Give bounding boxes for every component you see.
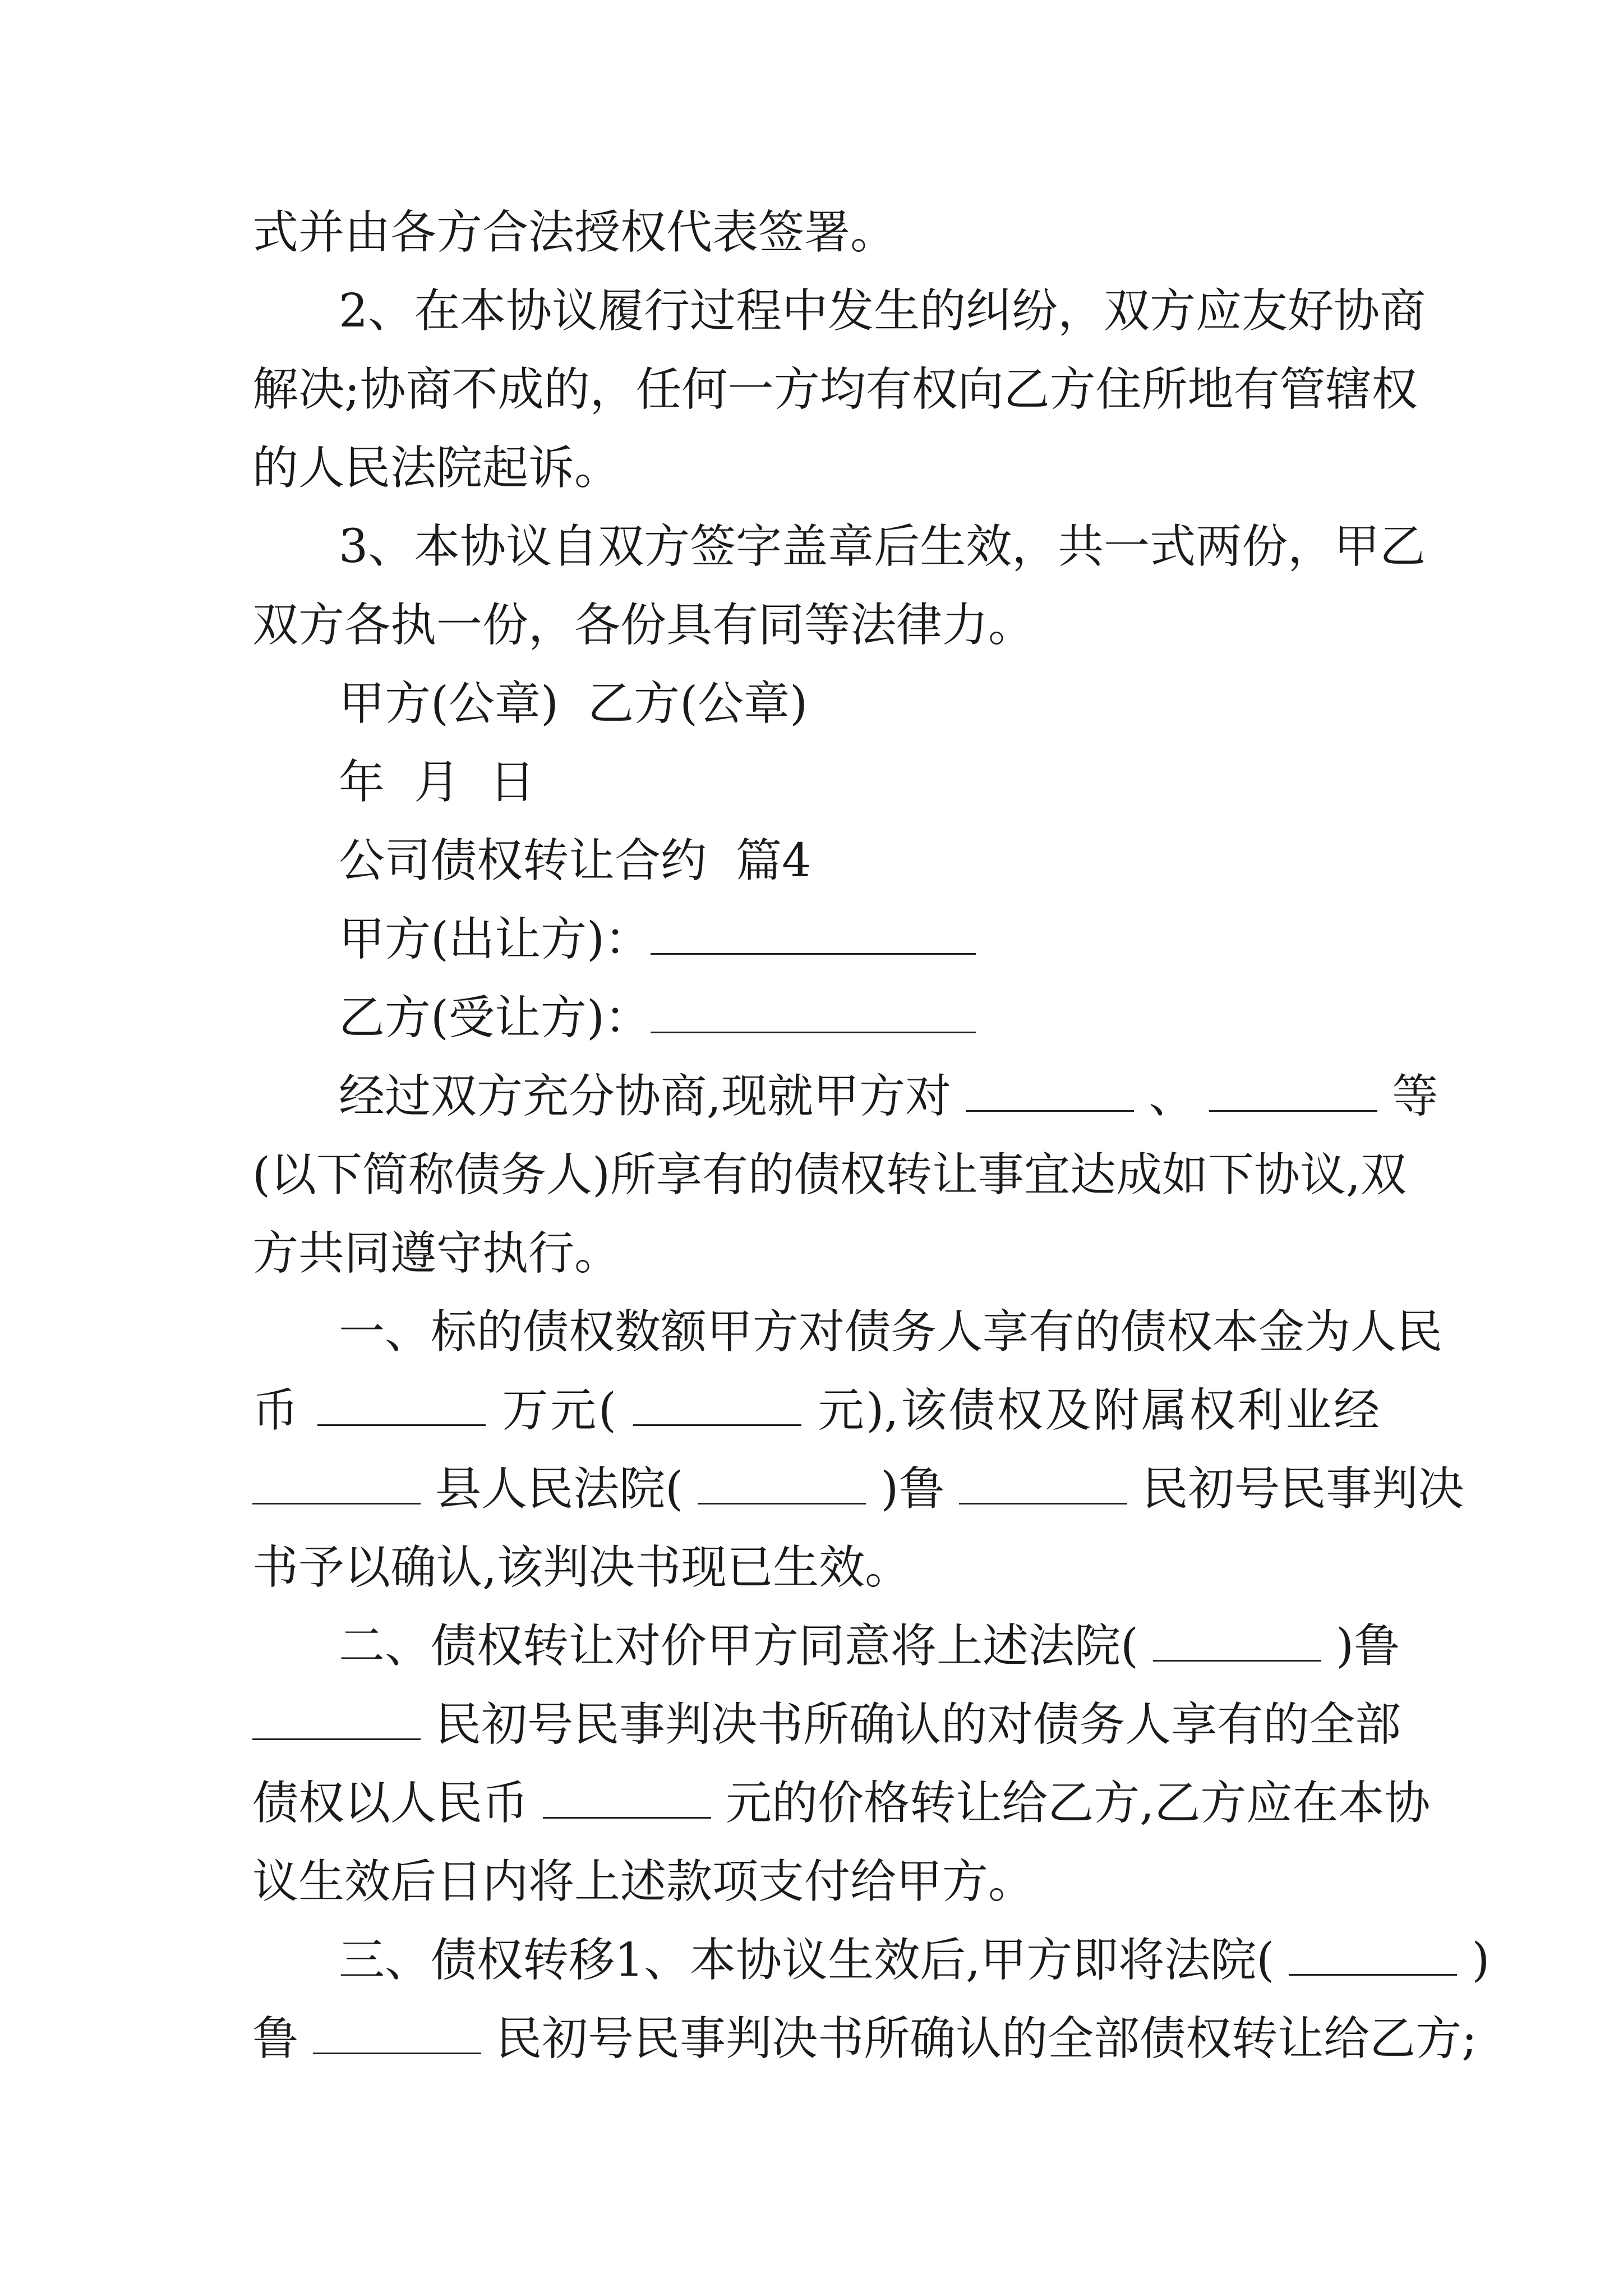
text-segment: 元),该债权及附属权利业经 — [818, 1384, 1380, 1437]
text-line: 2、在本协议履行过程中发生的纠纷，双方应友好协商 — [339, 284, 1426, 338]
fill-blank[interactable] — [543, 1812, 711, 1819]
text-line — [252, 1372, 1380, 1450]
text-segment: 万元( — [502, 1384, 616, 1437]
text-line — [252, 1450, 1464, 1529]
party-b-label: 乙方(受让方)： — [339, 991, 651, 1045]
text-line: 方共同遵守执行。 — [252, 1227, 621, 1280]
text-segment: )鲁 — [880, 1462, 945, 1516]
text-line — [339, 1057, 1438, 1136]
fill-blank[interactable] — [1289, 1970, 1457, 1976]
text-segment: )鲁 — [1336, 1619, 1400, 1673]
party-a-line — [339, 900, 1380, 979]
text-segment: 二、债权转让对价甲方同意将上述法院( — [339, 1619, 1138, 1673]
party-a-label: 甲方(出让方)： — [339, 913, 651, 966]
text-segment: 经过双方充分协商,现就甲方对 — [339, 1070, 952, 1123]
text-line — [252, 1764, 1431, 1843]
fill-blank[interactable] — [698, 1498, 866, 1504]
text-segment: 债权以人民币 — [252, 1777, 529, 1830]
text-line: 一、标的债权数额甲方对债务人享有的债权本金为人民 — [339, 1305, 1443, 1359]
text-line — [339, 1921, 1490, 2000]
text-line: 议生效后日内将上述款项支付给甲方。 — [252, 1855, 1035, 1908]
fill-blank[interactable] — [317, 1420, 486, 1426]
section-heading: 公司债权转让合约 篇4 — [339, 834, 811, 887]
party-b-blank[interactable] — [651, 1027, 976, 1033]
text-segment: 县人民法院( — [435, 1462, 684, 1516]
text-line: 双方各执一份，各份具有同等法律力。 — [252, 599, 1035, 652]
text-segment: 三、债权转移1、本协议生效后,甲方即将法院( — [339, 1934, 1275, 1987]
signature-line: 甲方(公章) 乙方(公章) — [339, 677, 808, 730]
text-line — [339, 1607, 1400, 1686]
text-segment: ) — [1472, 1934, 1490, 1987]
fill-blank[interactable] — [1209, 1106, 1377, 1112]
fill-blank[interactable] — [1153, 1655, 1321, 1662]
text-line: 3、本协议自双方签字盖章后生效，共一式两份，甲乙 — [339, 520, 1426, 573]
date-line: 年 月 日 — [339, 756, 536, 809]
text-segment: 等 — [1392, 1070, 1438, 1123]
text-segment: 、 — [1149, 1070, 1195, 1123]
fill-blank[interactable] — [313, 2048, 481, 2054]
fill-blank[interactable] — [966, 1106, 1134, 1112]
text-segment: 元的价格转让给乙方,乙方应在本协 — [726, 1777, 1431, 1830]
party-a-blank[interactable] — [651, 949, 976, 955]
text-line: (以下简称债务人)所享有的债权转让事宜达成如下协议,双 — [252, 1148, 1407, 1202]
party-b-line — [339, 979, 1380, 1057]
text-line — [252, 2000, 1477, 2078]
text-segment: 民初号民事判决书所确认的对债务人享有的全部 — [435, 1698, 1401, 1751]
text-segment: 民初号民事判决书所确认的全部债权转让给乙方; — [496, 2012, 1477, 2065]
text-line: 解决;协商不成的，任何一方均有权向乙方住所地有管辖权 — [252, 363, 1418, 416]
fill-blank[interactable] — [633, 1420, 801, 1426]
text-line: 书予以确认,该判决书现已生效。 — [252, 1541, 911, 1594]
text-line: 的人民法院起诉。 — [252, 441, 621, 495]
text-segment: 鲁 — [252, 2012, 299, 2065]
text-segment: 币 — [252, 1384, 301, 1437]
fill-blank[interactable] — [959, 1498, 1127, 1504]
text-line — [252, 1686, 1401, 1764]
fill-blank[interactable] — [252, 1734, 421, 1740]
fill-blank[interactable] — [252, 1498, 421, 1504]
text-line: 式并由各方合法授权代表签署。 — [252, 206, 897, 259]
text-segment: 民初号民事判决 — [1142, 1462, 1464, 1516]
